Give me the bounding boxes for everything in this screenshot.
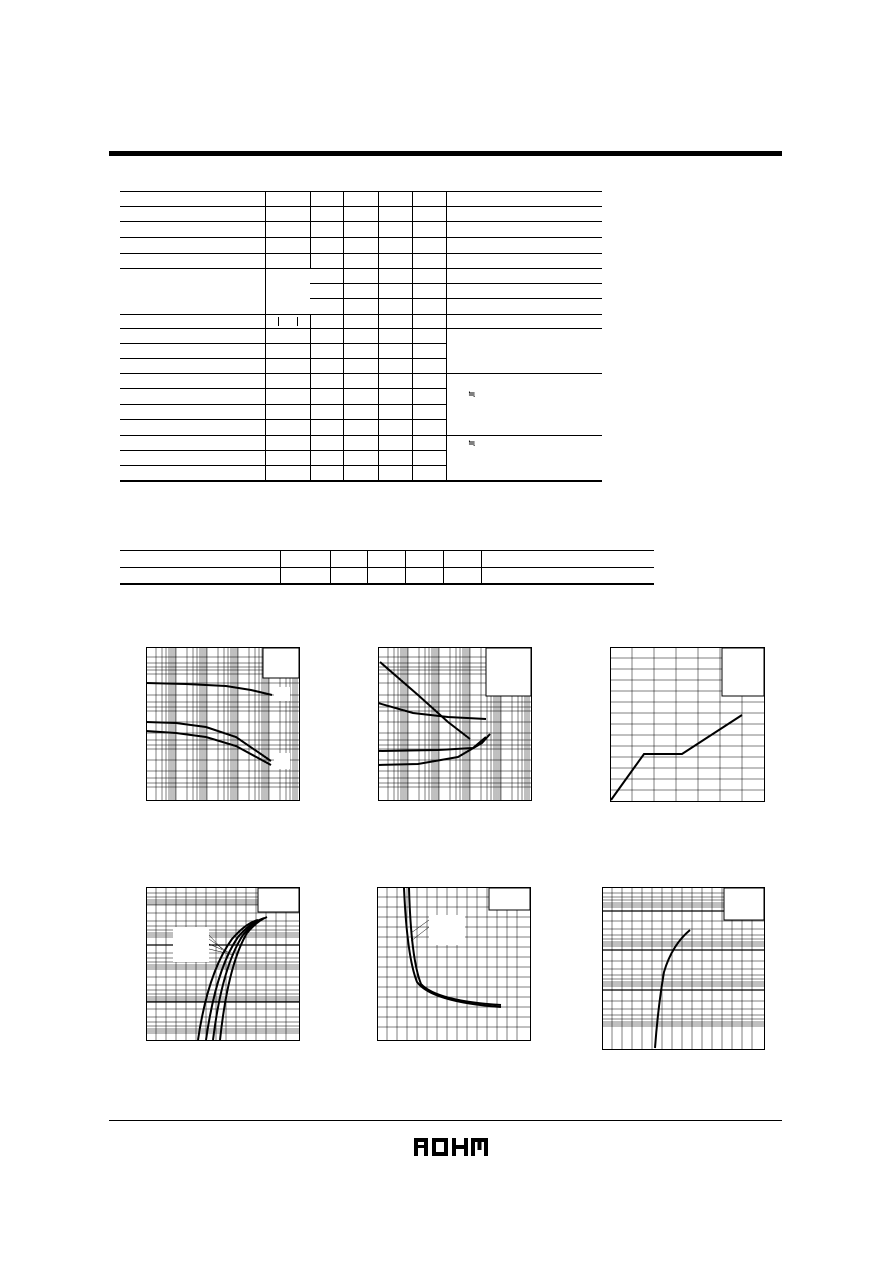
chart-3-series-1 [611, 715, 742, 800]
table-column-rule [405, 550, 406, 584]
table-bottom-rule [120, 583, 654, 585]
chart-5-series-1 [404, 888, 501, 1007]
packaging-table [0, 0, 892, 600]
table-column-rule [481, 550, 482, 584]
chart-1-series-1 [146, 683, 272, 695]
approx-symbol: ≒ [468, 389, 476, 399]
chart-6-series-1 [655, 930, 690, 1048]
chart-2-legend-box [486, 648, 531, 696]
table-column-rule [330, 550, 331, 584]
chart-5 [377, 887, 531, 1041]
chart-1-legend-box [263, 648, 299, 678]
chart-4 [146, 887, 300, 1041]
chart-4-label-box [173, 927, 209, 962]
table-column-rule [443, 550, 444, 584]
chart-2 [378, 647, 532, 801]
chart-5-leader-lines [411, 920, 429, 941]
chart-1 [146, 647, 300, 801]
chart-6-legend-box [724, 888, 764, 920]
chart-5-label-box [429, 915, 465, 945]
table-row-rule [120, 567, 654, 568]
chart-1-label-box [274, 687, 290, 701]
footer-rule [109, 1120, 782, 1121]
rohm-logo [413, 1136, 489, 1158]
chart-5-legend-box [489, 888, 530, 910]
chart-4-legend-box [258, 888, 299, 912]
table-top-rule [120, 550, 654, 551]
chart-1-label-box [274, 753, 290, 769]
table-column-rule [367, 550, 368, 584]
chart-3-legend-box [722, 648, 764, 696]
chart-6 [602, 887, 765, 1050]
chart-3 [610, 647, 765, 802]
table-column-rule [280, 550, 281, 584]
approx-symbol: ≒ [468, 438, 476, 448]
